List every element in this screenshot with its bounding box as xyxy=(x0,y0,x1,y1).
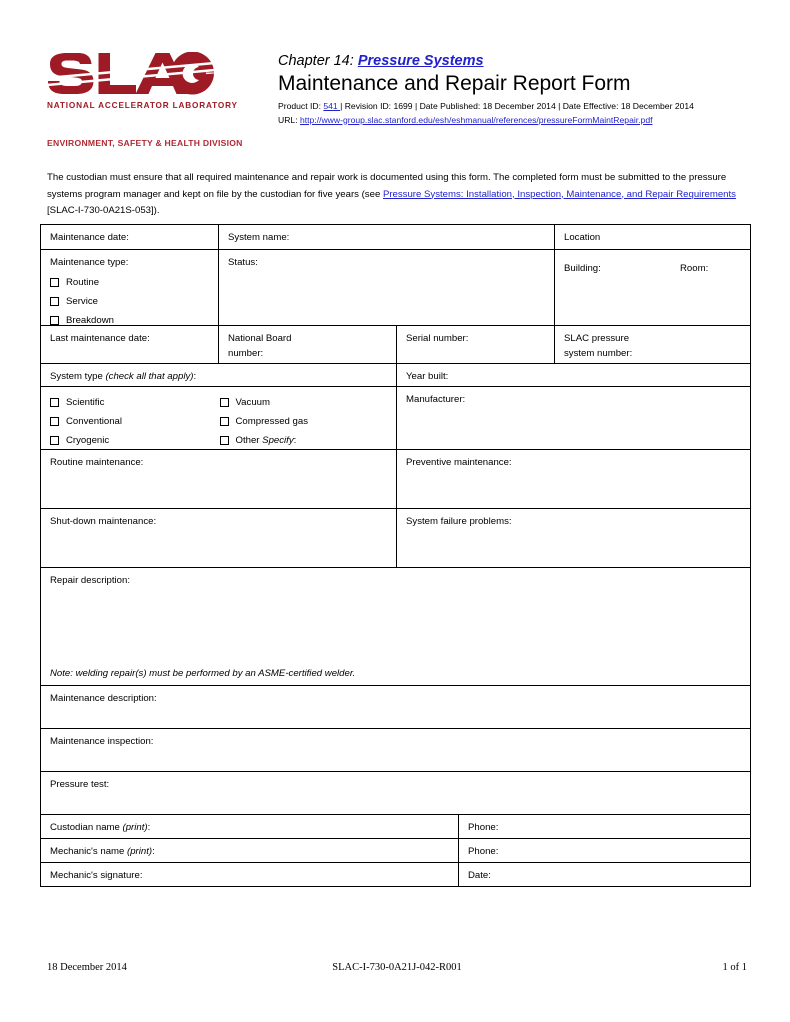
field-shutdown-maintenance[interactable] xyxy=(41,509,397,567)
field-preventive-maintenance[interactable] xyxy=(397,450,749,508)
field-system-type-options xyxy=(41,387,397,449)
label-repair-description: Repair description: xyxy=(50,575,130,586)
field-maintenance-type xyxy=(41,250,219,325)
intro-text-part2: [SLAC-I-730-0A21S-053]). xyxy=(47,205,160,216)
label-year-built: Year built: xyxy=(406,371,449,382)
checkbox-compressed-gas-row[interactable] xyxy=(220,414,390,428)
field-mechanic-signature[interactable] xyxy=(41,863,459,886)
checkbox-routine-row[interactable] xyxy=(50,275,211,289)
footer-document-id: SLAC-I-730-0A21J-042-R001 xyxy=(332,962,462,973)
table-row xyxy=(41,509,750,568)
document-url-link[interactable]: http://www-group.slac.stanford.edu/esh/eshmanual/references/pressureFormMaintRepair.pdf xyxy=(299,114,653,125)
checkbox-vacuum[interactable] xyxy=(220,398,229,407)
checkbox-other-text: Other xyxy=(235,434,263,446)
chapter-link[interactable]: Pressure Systems xyxy=(357,53,484,69)
table-row xyxy=(41,839,750,863)
label-maintenance-inspection: Maintenance inspection: xyxy=(50,736,154,747)
checkbox-scientific-row[interactable] xyxy=(50,395,220,409)
label-mechanic-name xyxy=(50,844,451,859)
checkbox-breakdown-row[interactable] xyxy=(50,313,211,327)
table-row xyxy=(41,450,750,509)
table-row xyxy=(41,250,750,326)
checkbox-other-specify: Specify xyxy=(262,434,294,446)
field-custodian-name[interactable] xyxy=(41,815,459,838)
label-mechanic-phone: Phone: xyxy=(468,846,499,857)
label-manufacturer: Manufacturer: xyxy=(406,394,466,405)
table-row xyxy=(41,686,750,729)
field-system-failure-problems[interactable] xyxy=(397,509,749,567)
repair-note: Note: welding repair(s) must be performed by an ASME-certified welder. xyxy=(50,668,356,679)
checkbox-routine-label: Routine xyxy=(66,276,100,288)
label-system-type-text: System type xyxy=(50,371,106,382)
checkbox-cryogenic-label: Cryogenic xyxy=(66,434,110,446)
checkbox-other-colon: : xyxy=(293,434,297,446)
system-type-columns xyxy=(50,390,389,447)
label-routine-maintenance: Routine maintenance: xyxy=(50,457,144,468)
checkbox-cryogenic-row[interactable] xyxy=(50,433,220,447)
checkbox-conventional-row[interactable] xyxy=(50,414,220,428)
label-custodian-name xyxy=(50,820,451,835)
checkbox-scientific-label: Scientific xyxy=(66,396,105,408)
label-maintenance-date: Maintenance date: xyxy=(50,232,129,243)
field-maintenance-inspection[interactable] xyxy=(41,729,749,771)
label-maintenance-description: Maintenance description: xyxy=(50,693,157,704)
field-mechanic-phone[interactable] xyxy=(459,839,749,862)
field-maintenance-description[interactable] xyxy=(41,686,749,728)
maintenance-repair-form-table xyxy=(40,224,751,887)
checkbox-vacuum-row[interactable] xyxy=(220,395,390,409)
field-serial-number[interactable] xyxy=(397,326,555,363)
label-building: Building: xyxy=(564,263,601,274)
label-custodian-colon: : xyxy=(147,822,151,833)
field-pressure-test[interactable] xyxy=(41,772,749,814)
requirements-link[interactable]: Pressure Systems: Installation, Inspection, Maintenance, and Repair Requirements xyxy=(382,188,736,200)
intro-paragraph xyxy=(47,170,747,220)
label-system-failure-problems: System failure problems: xyxy=(406,516,512,527)
document-metadata xyxy=(278,100,748,113)
checkbox-cryogenic[interactable] xyxy=(50,436,59,445)
chapter-line xyxy=(278,52,748,70)
table-row xyxy=(41,225,750,250)
label-system-type-colon: : xyxy=(193,371,197,382)
label-mechanic-colon: : xyxy=(152,846,155,857)
label-pressure-test: Pressure test: xyxy=(50,779,110,790)
meta-prefix: Product ID: xyxy=(278,101,324,111)
label-preventive-maintenance: Preventive maintenance: xyxy=(406,457,512,468)
footer-date: 18 December 2014 xyxy=(47,962,127,973)
meta-suffix: | Revision ID: 1699 | Date Published: 18 December 2014 | Date Effective: 18 December 2014 xyxy=(340,101,694,111)
label-room: Room: xyxy=(680,263,709,274)
label-slac-pressure-line1: SLAC pressure xyxy=(564,333,630,344)
label-maintenance-type: Maintenance type: xyxy=(50,257,129,268)
footer-page-number: 1 of 1 xyxy=(722,962,747,973)
checkbox-compressed-gas-label: Compressed gas xyxy=(235,415,309,427)
table-row xyxy=(41,387,750,450)
label-custodian-print: (print) xyxy=(122,822,148,833)
page-footer xyxy=(47,962,747,973)
label-location: Location xyxy=(564,232,601,243)
document-header xyxy=(47,52,747,157)
field-mechanic-name[interactable] xyxy=(41,839,459,862)
label-mechanic-print: (print) xyxy=(127,846,153,857)
lab-name-line: NATIONAL ACCELERATOR LABORATORY xyxy=(47,101,238,110)
checkbox-service[interactable] xyxy=(50,297,59,306)
checkbox-service-row[interactable] xyxy=(50,294,211,308)
field-building-room[interactable] xyxy=(555,250,749,325)
field-national-board-number[interactable] xyxy=(219,326,397,363)
label-custodian-phone: Phone: xyxy=(468,822,499,833)
label-national-board-number-line1: National Board xyxy=(228,333,292,344)
checkbox-routine[interactable] xyxy=(50,278,59,287)
checkbox-conventional-label: Conventional xyxy=(66,415,123,427)
field-year-built[interactable] xyxy=(397,364,749,386)
field-maintenance-date[interactable] xyxy=(41,225,219,249)
page-title: Maintenance and Repair Report Form xyxy=(278,72,631,95)
document-url-line xyxy=(278,114,748,127)
label-national-board-number-line2: number: xyxy=(228,348,264,359)
checkbox-other[interactable] xyxy=(220,436,229,445)
table-row xyxy=(41,568,750,686)
label-mechanic-signature: Mechanic's signature: xyxy=(50,870,143,881)
field-routine-maintenance[interactable] xyxy=(41,450,397,508)
checkbox-other-row[interactable] xyxy=(220,433,390,447)
system-type-column-2 xyxy=(220,390,390,447)
table-row xyxy=(41,326,750,364)
checkbox-breakdown-label: Breakdown xyxy=(66,314,114,326)
label-system-type xyxy=(50,369,389,384)
table-row xyxy=(41,815,750,839)
field-custodian-phone[interactable] xyxy=(459,815,749,838)
url-label: URL: xyxy=(278,114,300,125)
table-row xyxy=(41,729,750,772)
table-row xyxy=(41,364,750,387)
label-serial-number: Serial number: xyxy=(406,333,469,344)
system-type-column-1 xyxy=(50,390,220,447)
checkbox-breakdown[interactable] xyxy=(50,316,59,325)
table-row xyxy=(41,772,750,815)
slac-logo-icon xyxy=(47,52,215,98)
checkbox-service-label: Service xyxy=(66,295,98,307)
label-custodian-name-text: Custodian name xyxy=(50,822,123,833)
field-system-type-header xyxy=(41,364,397,386)
label-status: Status: xyxy=(228,257,258,268)
building-room-row xyxy=(564,261,742,276)
checkbox-scientific[interactable] xyxy=(50,398,59,407)
field-manufacturer[interactable] xyxy=(397,387,749,449)
label-last-maintenance-date: Last maintenance date: xyxy=(50,333,150,344)
chapter-prefix: Chapter 14: xyxy=(278,53,358,69)
checkbox-compressed-gas[interactable] xyxy=(220,417,229,426)
label-slac-pressure-line2: system number: xyxy=(564,348,633,359)
field-repair-description[interactable] xyxy=(41,568,749,685)
title-block xyxy=(278,52,748,126)
field-slac-pressure-system-number[interactable] xyxy=(555,326,749,363)
label-mechanic-name-text: Mechanic's name xyxy=(50,846,128,857)
label-system-name: System name: xyxy=(228,232,290,243)
field-last-maintenance-date[interactable] xyxy=(41,326,219,363)
slac-logo-block xyxy=(47,52,262,110)
label-system-type-hint: (check all that apply) xyxy=(105,371,194,382)
field-location[interactable] xyxy=(555,225,749,249)
checkbox-other-label xyxy=(236,435,297,446)
field-system-name[interactable] xyxy=(219,225,555,249)
intro-text-part1: The custodian must ensure that all required maintenance and repair work is documented using this form. The completed form must be submitted to the pressure systems program manager and kept on file by the custodian for five years (see xyxy=(47,172,727,200)
checkbox-conventional[interactable] xyxy=(50,417,59,426)
field-status[interactable] xyxy=(219,250,555,325)
division-line: ENVIRONMENT, SAFETY & HEALTH DIVISION xyxy=(47,138,243,148)
table-row xyxy=(41,863,750,886)
label-signature-date: Date: xyxy=(468,870,491,881)
checkbox-vacuum-label: Vacuum xyxy=(235,396,270,408)
product-id-link[interactable]: 541 xyxy=(323,101,341,111)
label-shutdown-maintenance: Shut-down maintenance: xyxy=(50,516,157,527)
field-signature-date[interactable] xyxy=(459,863,749,886)
